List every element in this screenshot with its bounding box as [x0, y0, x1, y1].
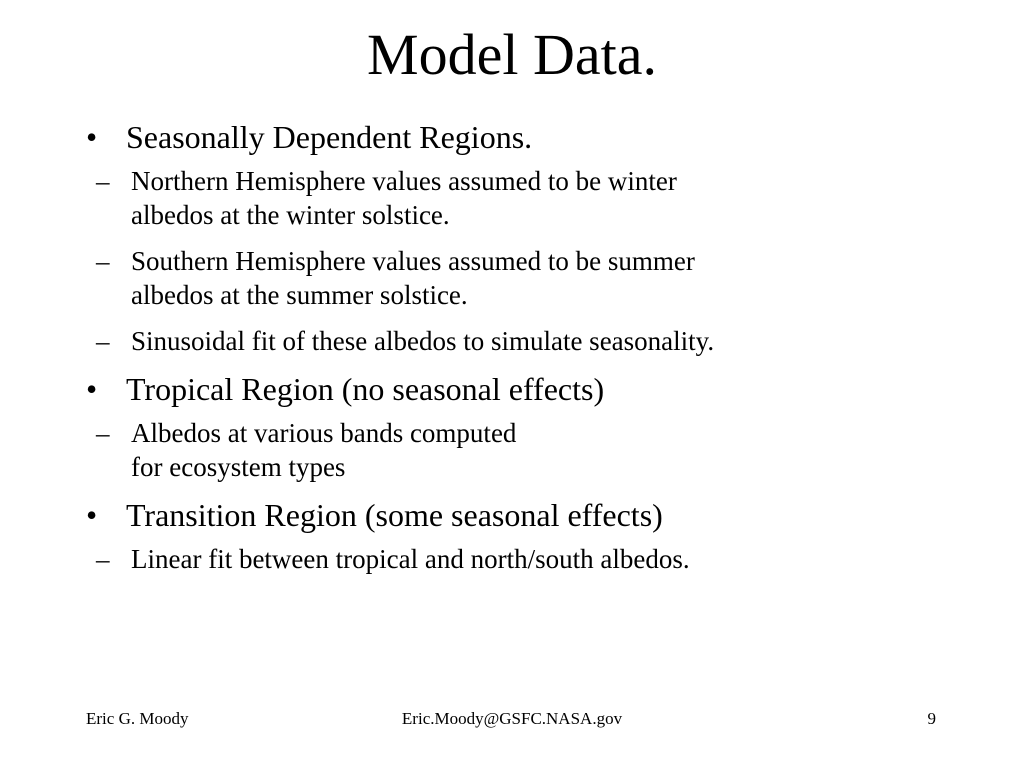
sub-text-line: Linear fit between tropical and north/south albedos.: [131, 544, 690, 574]
sub-text-line: Southern Hemisphere values assumed to be summer: [131, 246, 695, 276]
sub-list-seasonal: [86, 164, 946, 358]
bullet-text: Tropical Region (no seasonal effects): [126, 371, 605, 407]
bullet-text: Seasonally Dependent Regions.: [126, 119, 533, 155]
bullet-icon: •: [86, 497, 98, 533]
sub-text-line: albedos at the winter solstice.: [131, 200, 450, 230]
bullet-icon: •: [86, 371, 98, 407]
sub-item-sinusoidal: [86, 324, 946, 358]
sub-text-line: Sinusoidal fit of these albedos to simulate seasonality.: [131, 326, 715, 356]
dash-icon: –: [96, 544, 110, 574]
slide-content: [86, 118, 946, 588]
sub-text-line: Northern Hemisphere values assumed to be winter: [131, 166, 677, 196]
bullet-text: Transition Region (some seasonal effects): [126, 497, 663, 533]
bullet-seasonal-regions: [86, 118, 946, 156]
dash-icon: –: [96, 246, 110, 276]
sub-text-line: for ecosystem types: [131, 452, 346, 482]
footer-author: Eric G. Moody: [86, 709, 189, 728]
footer-email: Eric.Moody@GSFC.NASA.gov: [401, 709, 623, 728]
sub-item-northern: [86, 164, 946, 232]
sub-list-transition: [86, 542, 946, 576]
dash-icon: –: [96, 166, 110, 196]
bullet-transition-region: [86, 496, 946, 534]
sub-text-line: Albedos at various bands computed: [131, 418, 517, 448]
sub-item-southern: [86, 244, 946, 312]
bullet-tropical-region: [86, 370, 946, 408]
footer-page-number: 9: [927, 709, 936, 728]
sub-list-tropical: [86, 416, 946, 484]
bullet-icon: •: [86, 119, 98, 155]
slide-title: Model Data.: [367, 22, 657, 87]
dash-icon: –: [96, 418, 110, 448]
sub-item-linear-fit: [86, 542, 946, 576]
dash-icon: –: [96, 326, 110, 356]
sub-text-line: albedos at the summer solstice.: [131, 280, 468, 310]
sub-item-albedos-bands: [86, 416, 946, 484]
